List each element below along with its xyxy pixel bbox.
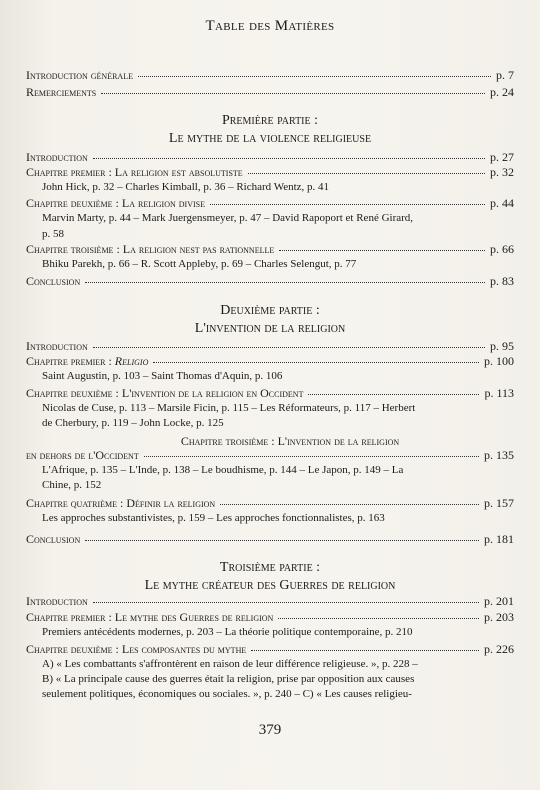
toc-entry-p1-ch2: Chapitre deuxième : La religion divise p. 44 [26, 196, 514, 210]
toc-sub-p2-ch2-line2: de Cherbury, p. 119 – John Locke, p. 125 [42, 417, 224, 429]
toc-sub-p3-ch2-line3: seulement politiques, économiques ou sociales. », p. 240 – C) « Les causes religieu- [42, 688, 412, 700]
toc-entry-p2-ch3: en dehors de l'Occident p. 135 [26, 448, 514, 462]
toc-entry-p1-ch1: Chapitre premier : La religion est absolutiste p. 32 [26, 165, 514, 179]
toc-entry-remerciements: Remerciements p. 24 [26, 85, 514, 99]
part3-subtitle: Le mythe créateur des Guerres de religion [144, 578, 396, 593]
toc-sub-p2-ch4: Les approches substantivistes, p. 159 – Les approches fonctionnalistes, p. 163 [42, 512, 385, 524]
toc-entry-p2-conclusion: Conclusion p. 181 [26, 532, 514, 546]
toc-sub-p1-ch3: Bhiku Parekh, p. 66 – R. Scott Appleby, p. 69 – Charles Selengut, p. 77 [42, 258, 357, 270]
toc-entry-p1-introduction: Introduction p. 27 [26, 150, 514, 164]
toc-entry-p3-introduction: Introduction p. 201 [26, 594, 514, 608]
toc-sub-p3-ch1: Premiers antécédents modernes, p. 203 – La théorie politique contemporaine, p. 210 [42, 626, 413, 638]
toc-sub-p2-ch1: Saint Augustin, p. 103 – Saint Thomas d'Aquin, p. 106 [42, 370, 283, 382]
toc-entry-p2-ch4: Chapitre quatrième : Définir la religion p. 157 [26, 496, 514, 510]
part1-title: Première partie : [221, 113, 319, 128]
toc-entry-introduction-generale: Introduction générale p. 7 [26, 68, 514, 82]
page-header: Table des Matières [205, 18, 335, 34]
toc-sub-p3-ch2-line1: A) « Les combattants s'affrontèrent en raison de leur différence religieuse. », p. 228 – [42, 658, 418, 670]
toc-entry-p2-ch2: Chapitre deuxième : L'invention de la religion en Occident p. 113 [26, 386, 514, 400]
part3-title: Troisième partie : [219, 560, 321, 575]
toc-entry-p2-ch1: Chapitre premier : Religio p. 100 [26, 354, 514, 368]
page-number: 379 [258, 722, 282, 738]
part2-title: Deuxième partie : [220, 303, 320, 318]
toc-entry-p2-introduction: Introduction p. 95 [26, 339, 514, 353]
toc-entry-p1-conclusion: Conclusion p. 83 [26, 274, 514, 288]
toc-sub-p2-ch2-line1: Nicolas de Cuse, p. 113 – Marsile Ficin, p. 115 – Les Réformateurs, p. 117 – Herbert [42, 402, 416, 414]
religio-italic: Religio [114, 354, 149, 368]
part1-subtitle: Le mythe de la violence religieuse [168, 131, 372, 146]
toc-entry-p3-ch1: Chapitre premier : Le mythe des Guerres de religion p. 203 [26, 610, 514, 624]
part2-subtitle: L'invention de la religion [194, 321, 346, 336]
toc-sub-p2-ch3-line1: L'Afrique, p. 135 – L'Inde, p. 138 – Le boudhisme, p. 144 – Le Japon, p. 149 – La [42, 464, 404, 476]
toc-entry-p1-ch3: Chapitre troisième : La religion nest pas rationnelle p. 66 [26, 242, 514, 256]
toc-sub-p1-ch1: John Hick, p. 32 – Charles Kimball, p. 36 – Richard Wentz, p. 41 [42, 181, 330, 193]
toc-sub-p2-ch3-line2: Chine, p. 152 [42, 479, 102, 491]
toc-sub-p1-ch2-line1: Marvin Marty, p. 44 – Mark Juergensmeyer, p. 47 – David Rapoport et René Girard, [42, 212, 414, 224]
toc-entry-p2-ch3-label1: Chapitre troisième : L'invention de la religion [180, 434, 400, 448]
toc-sub-p3-ch2-line2: B) « La principale cause des guerres était la religion, prise par opposition aux causes [42, 673, 415, 685]
toc-sub-p1-ch2-line2: p. 58 [42, 228, 64, 240]
toc-entry-p3-ch2: Chapitre deuxième : Les composantes du mythe p. 226 [26, 642, 514, 656]
